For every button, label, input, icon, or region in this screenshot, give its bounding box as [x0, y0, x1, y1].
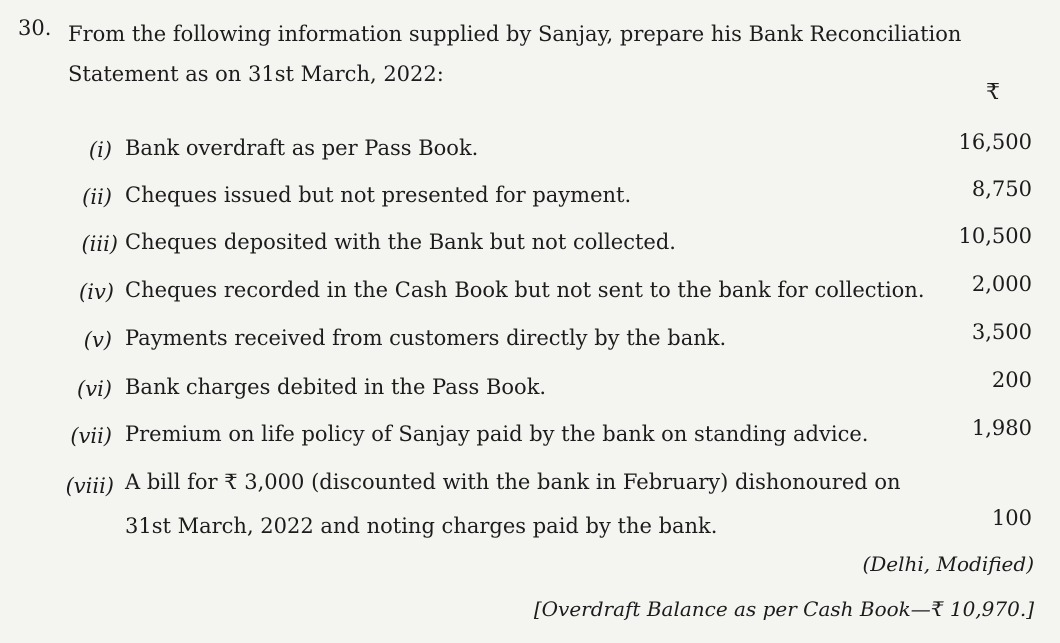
question-line-2: Statement as on 31st March, 2022: — [68, 62, 444, 86]
item-label: (v) — [83, 328, 112, 352]
question-text — [68, 14, 1043, 94]
item-text: Bank charges debited in the Pass Book. — [125, 375, 547, 399]
item-amount: 16,500 — [958, 130, 1032, 154]
item-label: (vii) — [70, 424, 112, 448]
item-amount: 2,000 — [971, 272, 1032, 296]
item-text-continued: 31st March, 2022 and noting charges paid by the bank. — [125, 514, 718, 538]
item-text: Premium on life policy of Sanjay paid by the bank on standing advice. — [125, 422, 869, 446]
item-amount: 200 — [991, 368, 1032, 392]
answer-note: [Overdraft Balance as per Cash Book—₹ 10,970.] — [533, 597, 1034, 621]
question-line-1: From the following information supplied by Sanjay, prepare his Bank Reconciliation — [68, 22, 962, 46]
item-label: (ii) — [82, 185, 112, 209]
item-text: Cheques recorded in the Cash Book but not sent to the bank for collection. — [125, 278, 925, 302]
item-text: Cheques issued but not presented for payment. — [125, 183, 632, 207]
item-label: (i) — [88, 138, 112, 162]
item-text: Bank overdraft as per Pass Book. — [125, 136, 479, 160]
item-text: A bill for ₹ 3,000 (discounted with the bank in February) dishonoured on — [125, 470, 901, 494]
item-amount: 100 — [991, 506, 1032, 530]
item-amount: 1,980 — [971, 416, 1032, 440]
item-text: Cheques deposited with the Bank but not collected. — [125, 230, 676, 254]
item-amount: 10,500 — [958, 224, 1032, 248]
item-label: (viii) — [65, 474, 114, 498]
question-number: 30. — [18, 16, 52, 40]
item-label: (vi) — [77, 377, 112, 401]
currency-symbol: ₹ — [986, 80, 1000, 105]
item-label: (iv) — [79, 280, 114, 304]
item-amount: 8,750 — [971, 177, 1032, 201]
source-note: (Delhi, Modified) — [862, 552, 1034, 576]
item-amount: 3,500 — [971, 320, 1032, 344]
item-label: (iii) — [81, 232, 118, 256]
item-text: Payments received from customers directly by the bank. — [125, 326, 727, 350]
